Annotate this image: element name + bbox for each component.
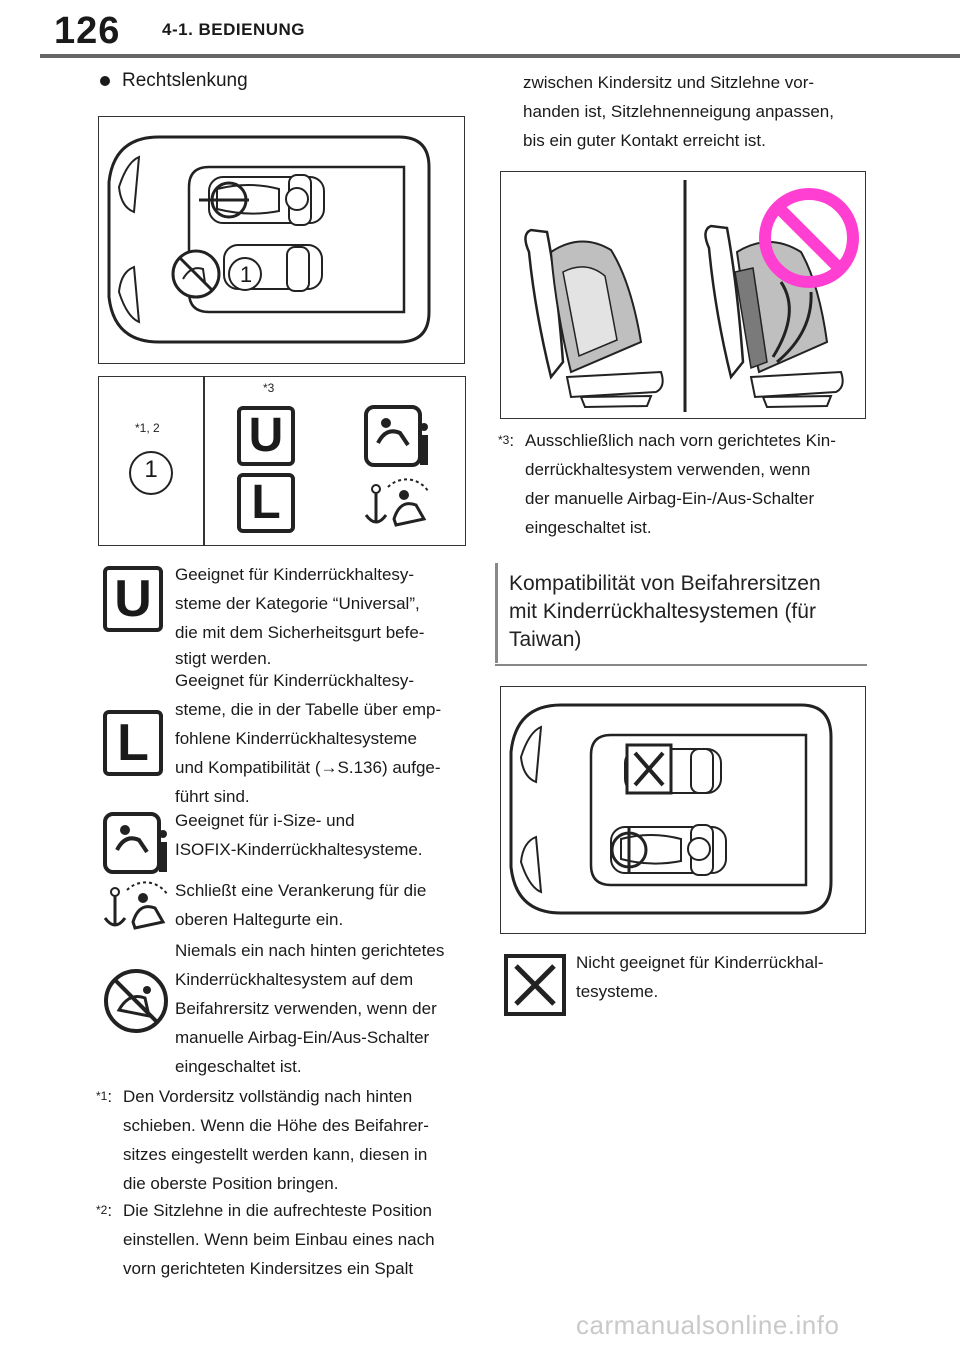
continuation-line: bis ein guter Kontakt erreicht ist. [523,131,766,150]
legend-anchor-line: Schließt eine Verankerung für die [175,881,427,900]
legend-u-text [175,560,475,671]
page-number: 126 [54,10,121,52]
legend-prohibited-line: manuelle Airbag-Ein/Aus-Schalter [175,1028,430,1047]
bullet-label: Rechtslenkung [122,70,248,91]
l-icon [237,473,295,533]
col1-value: 1 [144,456,158,483]
legend-not-suitable-line: Nicht geeignet für Kinderrückhal- [576,953,824,972]
taiwan-heading-line: mit Kinderrückhaltesystemen (für [509,600,816,623]
legend-l-line: und Kompatibilität (→S.136) aufge- [175,758,441,777]
footnote-1-line: Den Vordersitz vollständig nach hinten [123,1087,413,1106]
footnote-1-line: schieben. Wenn die Höhe des Beifahrer- [123,1116,429,1135]
header-rule [40,54,960,58]
legend-u-letter: U [114,570,152,628]
legend-prohibited-line: Beifahrersitz verwenden, wenn der [175,999,437,1018]
section-title: 4-1. BEDIENUNG [162,20,306,39]
legend-l-line: Geeignet für Kinderrückhaltesy- [175,671,415,690]
legend-isize-line: Geeignet für i-Size- und [175,811,355,830]
footnote-1-line: die oberste Position bringen. [123,1174,339,1193]
not-suitable-x-icon [504,954,568,1018]
heading-bar [495,563,498,663]
heading-underline [495,664,867,666]
list-icon [103,710,163,776]
seat-gap-illustration [500,171,866,419]
legend-l-line: führt sind. [175,787,250,806]
continuation-text [523,68,883,155]
seat-comparison-drawing [501,172,864,417]
car-diagram-rhd [98,116,465,364]
legend-u-line: Geeignet für Kinderrückhaltesy- [175,565,415,584]
continuation-line: handen ist, Sitzlehnenneigung anpassen, [523,102,834,121]
footnote-3-line: der manuelle Airbag-Ein-/Aus-Schalter [525,489,815,508]
table-divider [203,377,205,545]
bullet-dot [100,76,110,86]
footnote-2-mark: *2 [96,1203,108,1217]
i-size-table-icon [364,405,434,469]
legend-not-suitable-line: tesysteme. [576,982,659,1001]
l-letter: L [251,476,281,529]
col1-header: *1, 2 [135,421,160,435]
car-top-view-taiwan [501,687,864,932]
compat-table [98,376,466,546]
footnote-2-line: einstellen. Wenn beim Einbau eines nach [123,1230,435,1249]
legend-isize-line: ISOFIX-Kinderrückhaltesysteme. [175,840,423,859]
legend-prohibited-line: Niemals ein nach hinten gerichtetes [175,941,445,960]
legend-prohibited-line: eingeschaltet ist. [175,1057,302,1076]
legend-prohibited-line: Kinderrückhaltesystem auf dem [175,970,414,989]
legend-l-line: fohlene Kinderrückhaltesysteme [175,729,417,748]
top-tether-anchor-icon [103,880,175,936]
taiwan-heading-line: Kompatibilität von Beifahrersitzen [509,572,821,595]
u-icon [237,406,295,466]
footnote-2-line: Die Sitzlehne in die aufrechteste Position [123,1201,433,1220]
continuation-line: zwischen Kindersitz und Sitzlehne vor- [523,73,815,92]
i-size-isofix-icon [103,812,173,876]
footnote-3-line: Ausschließlich nach vorn gerichtetes Kin- [525,431,836,450]
car-top-view [99,117,463,362]
footnote-3-line: eingeschaltet ist. [525,518,652,537]
footnote-3-line: derrückhaltesystem verwenden, wenn [525,460,811,479]
legend-l-letter: L [117,714,149,772]
seat-number-1: 1 [239,262,253,287]
bullet-rechtslenkung [100,70,248,92]
legend-u-line: stigt werden. [175,649,272,668]
legend-isize-text [175,806,475,864]
legend-l-line: steme, die in der Tabelle über emp- [175,700,442,719]
legend-anchor-text [175,876,475,934]
taiwan-heading [509,570,869,654]
col2-header: *3 [263,381,275,395]
car-diagram-taiwan [500,686,866,934]
legend-u-line: steme der Kategorie “Universal”, [175,594,420,613]
anchor-table-icon [364,477,436,533]
watermark: carmanualsonline.info [576,1310,840,1340]
footnote-1-mark: *1 [96,1089,108,1103]
footnote-1-line: sitzes eingestellt werden kann, diesen in [123,1145,428,1164]
footnote-3-mark: *3 [498,433,510,447]
legend-anchor-line: oberen Haltegurte ein. [175,910,344,929]
legend-u-line: die mit dem Sicherheitsgurt befe- [175,623,425,642]
taiwan-heading-line: Taiwan) [509,628,582,651]
legend-not-suitable-text [576,948,876,1006]
u-letter: U [248,409,284,462]
legend-l-text [175,666,475,811]
no-rear-facing-icon [103,968,169,1034]
universal-icon [103,566,163,632]
footnote-2-line: vorn gerichteten Kindersitzes ein Spalt [123,1259,414,1278]
legend-prohibited-text [175,936,475,1081]
